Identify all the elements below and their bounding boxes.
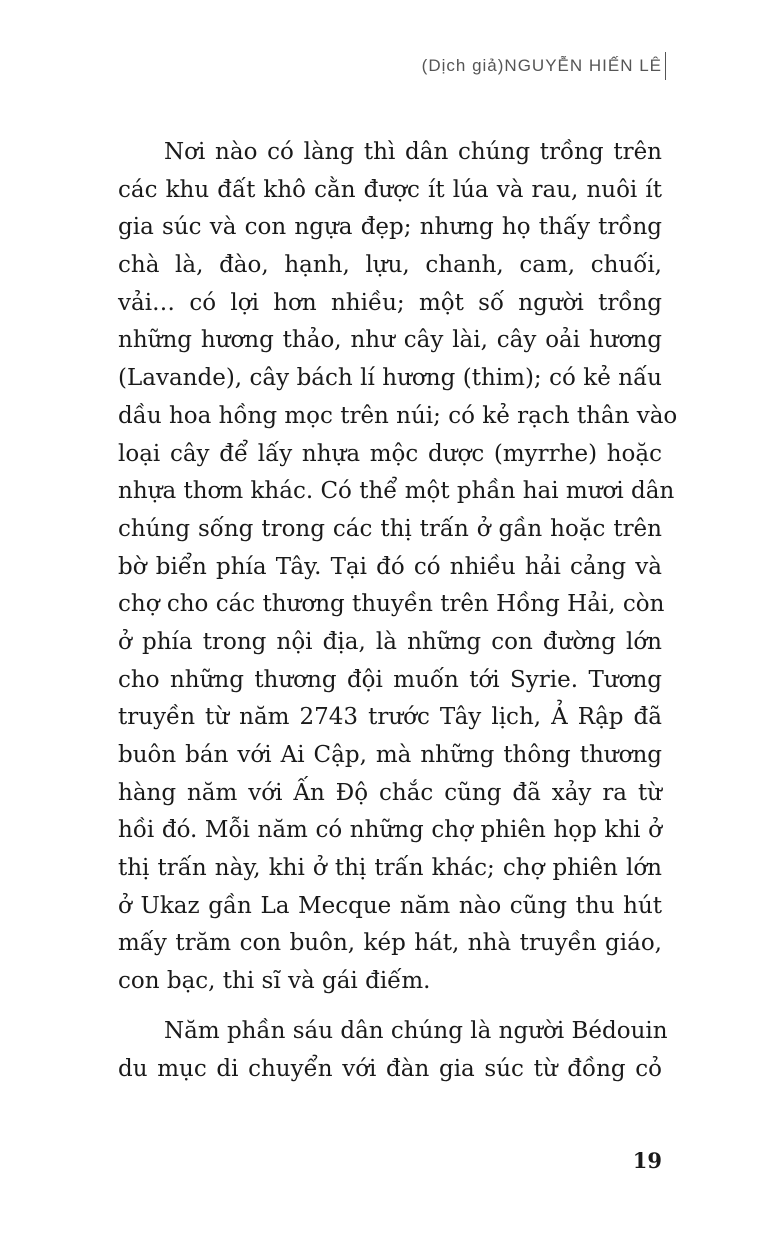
text-line: các khu đất khô cằn được ít lúa và rau, nuôi ít bbox=[118, 176, 662, 203]
paragraph-spacing bbox=[118, 1001, 662, 1013]
text-line: con bạc, thi sĩ và gái điếm. bbox=[118, 968, 431, 995]
body-text bbox=[118, 134, 678, 1088]
text-line: gia súc và con ngựa đẹp; nhưng họ thấy trồng bbox=[118, 214, 662, 241]
text-line: hồi đó. Mỗi năm có những chợ phiên họp khi ở bbox=[118, 817, 662, 844]
text-line: hàng năm với Ấn Độ chắc cũng đã xảy ra từ bbox=[118, 779, 662, 806]
paragraph bbox=[118, 1013, 668, 1088]
text-line: du mục di chuyển với đàn gia súc từ đồng cỏ bbox=[118, 1055, 662, 1082]
text-line: (Lavande), cây bách lí hương (thim); có kẻ nấu bbox=[118, 365, 662, 392]
text-line: loại cây để lấy nhựa mộc dược (myrrhe) hoặc bbox=[118, 440, 662, 467]
text-line: những hương thảo, như cây lài, cây oải hương bbox=[118, 327, 662, 354]
text-line: chợ cho các thương thuyền trên Hồng Hải, còn bbox=[118, 591, 665, 618]
text-line: vải… có lợi hơn nhiều; một số người trồng bbox=[118, 289, 662, 316]
text-line: Nơi nào có làng thì dân chúng trồng trên bbox=[164, 139, 662, 165]
page-number: 19 bbox=[632, 1148, 662, 1173]
text-line: cho những thương đội muốn tới Syrie. Tương bbox=[118, 666, 662, 693]
header-divider bbox=[665, 52, 666, 80]
text-line: chà là, đào, hạnh, lựu, chanh, cam, chuối, bbox=[118, 252, 662, 279]
text-line: bờ biển phía Tây. Tại đó có nhiều hải cảng và bbox=[118, 553, 662, 580]
text-line: dầu hoa hồng mọc trên núi; có kẻ rạch thân vào bbox=[118, 402, 678, 429]
text-line: chúng sống trong các thị trấn ở gần hoặc trên bbox=[118, 515, 662, 542]
paragraph bbox=[118, 134, 678, 1001]
text-line: buôn bán với Ai Cập, mà những thông thương bbox=[118, 742, 662, 768]
running-header: (Dịch giả)NGUYỄN HIẾN LÊ bbox=[421, 56, 662, 75]
text-line: nhựa thơm khác. Có thể một phần hai mươi dân bbox=[118, 478, 675, 505]
text-line: mấy trăm con buôn, kép hát, nhà truyền giáo, bbox=[118, 930, 662, 957]
text-line: Năm phần sáu dân chúng là người Bédouin bbox=[164, 1017, 668, 1044]
text-line: truyền từ năm 2743 trước Tây lịch, Ả Rập đã bbox=[118, 704, 662, 731]
text-line: thị trấn này, khi ở thị trấn khác; chợ phiên lớn bbox=[118, 855, 662, 882]
text-line: ở phía trong nội địa, là những con đường lớn bbox=[118, 628, 662, 655]
text-line: ở Ukaz gần La Mecque năm nào cũng thu hút bbox=[118, 892, 662, 919]
